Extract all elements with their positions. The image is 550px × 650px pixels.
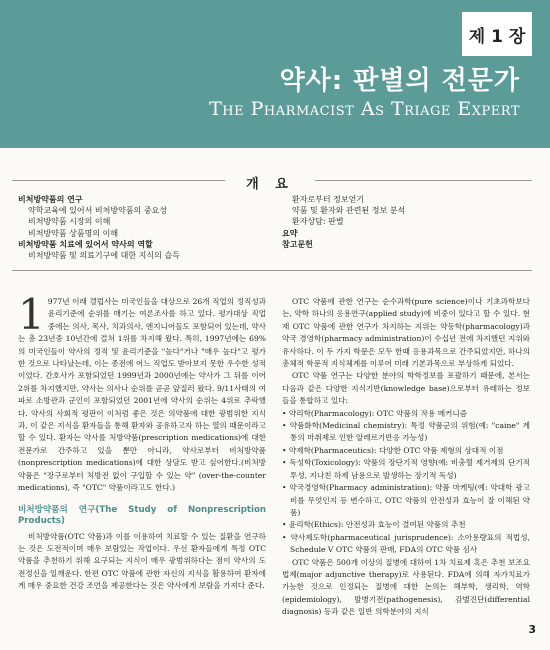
chapter-title-english: The Pharmacist As Triage Expert [209,98,520,120]
list-item: • 약제학(Pharmaceutics): 다양한 OTC 약품 제형의 상대적 이점 [282,445,504,455]
list-item-text: 약사제도학(pharmaceutical jurisprudence): 소아용량표의 적법성, Schedule V OTC 약품의 판매, FDA의 OTC 약품 심사 [290,532,530,555]
paragraph: OTC 약품 연구는 다양한 분야의 학학정보를 포괄하기 때문에, 본서는 다음과 같은 다양한 지식기반(knowledge base)으로부터 유래하는 정보들을 통합하고 있다: [282,371,530,406]
overview-heading: 개 요 [225,173,315,192]
list-item: • 약국경영학(Pharmacy administration): 약품 마케팅(예: 약대학 광고비를 무엇인지 등 변수하고, OTC 약품의 안전성과 효능이 잘 이해된 약품) [282,483,530,517]
toc-item: 비처방약품 및 의료기구에 대한 지식의 습득 [28,251,180,261]
toc-item: 약품 및 환자와 관련된 정보 분석 [292,206,406,216]
right-column [282,296,530,619]
chapter-header [0,0,550,148]
list-item: • 독성학(Toxicology): 약품의 장단기적 영향(예: 비충혈 제거제의 단기적 투성, 지나친 하제 남용으로 발생하는 장기적 독성) [282,458,531,480]
list-item: • 윤리학(Ethics): 안전성과 효능이 결여된 약품의 추천 [282,520,466,530]
toc-item: 참고문헌 [282,239,313,249]
intro-paragraph: 977년 이래 갤럽사는 미국인들을 대상으로 26개 직업의 정직성과 윤리기준에 순위를 매기는 여론조사를 하고 있다. 평가대상 직업 중에는 의사, 목사, 치과의사, 엔지니어들도 포함되어 있는데, 약사는 총 23년중 10년간에 걸쳐 1위를 차지해 왔다. 특히, 1997년에는 69%의 미국인들이 약사의 정직 및 윤리기준을 "높다"거나 "매우 높다"고 평가한 것으로 나타났는데, 이는 종전에 어느 직업도 받아보지 못한 우수한 성적이었다. 간호사가 포함되었던 1999년과 2000년에는 약사가 그 뒤를 이어 2위를 차지했지만, 약사는 의사나 순위를 곧곧 앞질러 왔다. 9/11사태의 여파로 소방관과 군인이 포함되었던 2001년에 약사의 순위는 4위로 추락했다. 약사의 사회적 평판이 이처럼 좋은 것은 의약품에 대한 광범위한 지식과, 이 같은 지식을 환자들을 통해 환자와 공유하고자 하는 열의 때문이라고 할 수 있다. 환자는 약사를 처방약품(prescription medications)에 대한 전문가로 간주하고 있을 뿐만 아니라, 약사로부터 비처방약품(nonprescription medications)에 대한 상담도 받고 싶어한다.(비처방약품은 "장구로부터 처방전 없이 구입할 수 있는 약" (over-the-counter medications), 즉 "OTC" 약품이라고도 한다.) [18,297,266,493]
list-item-text: 약리학(Pharmacology): OTC 약품의 작용 메커니즘 [288,408,468,418]
paragraph: OTC 약품에 관한 연구는 순수과학(pure science)이나 기초과학보다는, 약학 하나의 응용연구(applied study)에 비중이 있다고 할 수 있다. 현재 OTC 약품에 관한 연구가 차지하는 지위는 약동학(pharmacology)과 약국 경영학(pharmacy administration)이 수십년 전에 차지했던 지위와 유사하다. 이 두 가지 학문은 모두 한때 응용과목으로 간주되었지만, 하나의 총체적 학문적 지식체계를 이루어 미래 기본과목으로 부상하게 되었다. [282,297,530,369]
toc-item: 환자로부터 정보얻기 [292,195,365,204]
list-item-text: 약품화학(Medicinal chemistry): 특정 약품군의 위험(예: "caine" 계통의 마취제로 인한 알레르기반응 가능성) [289,421,530,443]
section-heading: 비처방약품의 연구(The Study of Nonprescription Products) [18,504,266,526]
toc-item: 비처방약품의 연구 [18,195,83,204]
list-item-text: 약제학(Pharmaceutics): 다양한 OTC 약품 제형의 상대적 이점 [288,445,504,455]
list-item-text: 독성학(Toxicology): 약품의 장단기적 영향(예: 비충혈 제거제의 단기적 투성, 지나친 하제 남용으로 발생하는 장기적 독성) [289,458,531,480]
toc-item: 비처방약품 상품명의 이해 [28,228,119,238]
left-column [18,290,266,593]
toc-item: 요약 [282,228,298,238]
chapter-title-korean: 약사: 판별의 전문가 [279,66,520,96]
list-item: • 약품화학(Medicinal chemistry): 특정 약품군의 위험(예: "caine" 계통의 마취제로 인한 알레르기반응 가능성) [282,421,530,443]
overview-bottom-rule [12,270,532,271]
toc-right [282,194,405,250]
section-paragraph: 비처방약품(OTC 약품)과 이를 이용하여 치료할 수 있는 질환을 연구하는 것은 도전적이며 매우 보람있는 작업이다. 우선 환자들에게 특정 OTC 약품을 추천하기 위해 요구되는 지식이 매우 광범위하다는 점이 약사의 도전정신을 일깨운다. 한편 OTC 약품에 관한 자신의 지식을 활용하여 환자에게 매우 중요한 건강 조언을 제공한다는 것은 약사에게 보람을 가져다 준다. [18,531,266,591]
toc-left [18,194,180,261]
page-number: 3 [528,623,536,636]
list-item-text: 약국경영학(Pharmacy administration): 약품 마케팅(예: 약대학 광고비를 무엇인지 등 변수하고, OTC 약품의 안전성과 효능이 잘 이해된 약품) [289,483,530,517]
knowledge-list [282,408,530,557]
toc-item: 비처방약품 시장의 이해 [28,217,111,227]
paragraph: OTC 약품은 500개 이상의 질병에 대하여 1차 치료제 혹은 추천 보조요법제(major adjunctive therapy)로 사용된다. FDA에 의해 자가치료가 가능한 것으로 인정되는 질병에 대한 논의는 해부학, 생리학, 역학(epidemiology), 발병기전(pathogenesis), 감별진단(differential diagnosis) 등과 같은 일반 의학분야의 지식 [282,557,530,617]
chapter-number: 제 1 장 [462,12,532,56]
list-item-text: 윤리학(Ethics): 안전성과 효능이 결여된 약품의 추천 [288,520,466,530]
drop-cap: 1 [18,290,45,339]
toc-item: 환자상담: 판별 [292,217,344,227]
toc-item: 비처방약품 치료에 있어서 약사의 역할 [18,239,153,249]
list-item: • 약사제도학(pharmaceutical jurisprudence): 소아용량표의 적법성, Schedule V OTC 약품의 판매, FDA의 OTC 약품 심사 [282,532,530,555]
toc-item: 약학교육에 있어서 비처방약품의 중요성 [28,206,168,216]
list-item: • 약리학(Pharmacology): OTC 약품의 작용 메커니즘 [282,408,468,418]
